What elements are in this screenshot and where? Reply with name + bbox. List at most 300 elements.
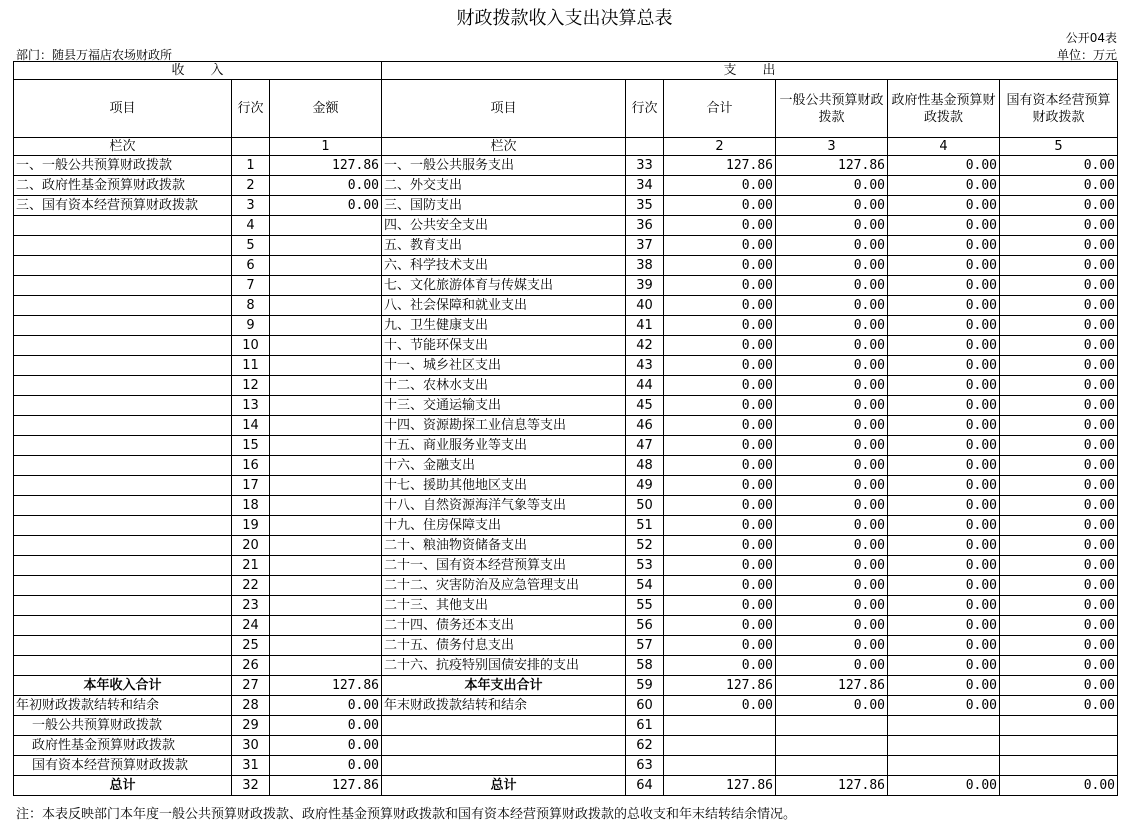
fund-budget-cell: 0.00 <box>888 236 1000 256</box>
state-capital-cell: 0.00 <box>1000 556 1118 576</box>
income-line-cell: 27 <box>232 676 270 696</box>
expense-line-cell: 48 <box>626 456 664 476</box>
expense-item-cell: 二十三、其他支出 <box>382 596 626 616</box>
income-line-cell: 2 <box>232 176 270 196</box>
col-index-label-expense: 栏次 <box>382 138 626 156</box>
income-amount-cell <box>270 456 382 476</box>
expense-total-cell: 0.00 <box>664 576 776 596</box>
general-budget-cell: 0.00 <box>776 476 888 496</box>
income-amount-cell <box>270 296 382 316</box>
income-item-cell <box>14 616 232 636</box>
expense-line-cell: 38 <box>626 256 664 276</box>
expense-line-cell: 59 <box>626 676 664 696</box>
income-amount-cell <box>270 476 382 496</box>
state-capital-cell: 0.00 <box>1000 416 1118 436</box>
state-capital-cell: 0.00 <box>1000 436 1118 456</box>
expense-item-cell: 十五、商业服务业等支出 <box>382 436 626 456</box>
general-budget-cell: 0.00 <box>776 596 888 616</box>
table-row <box>14 416 1118 436</box>
table-row <box>14 516 1118 536</box>
state-capital-cell: 0.00 <box>1000 156 1118 176</box>
fund-budget-cell: 0.00 <box>888 456 1000 476</box>
expense-total-cell: 0.00 <box>664 356 776 376</box>
income-amount-cell <box>270 596 382 616</box>
expense-item-cell: 二十四、债务还本支出 <box>382 616 626 636</box>
table-row <box>14 716 1118 736</box>
income-line-cell: 1 <box>232 156 270 176</box>
fund-budget-cell <box>888 756 1000 776</box>
income-item-cell <box>14 596 232 616</box>
income-line-cell: 5 <box>232 236 270 256</box>
income-line-cell: 6 <box>232 256 270 276</box>
income-amount-cell <box>270 416 382 436</box>
expense-line-cell: 53 <box>626 556 664 576</box>
table-row <box>14 596 1118 616</box>
expense-line-cell: 57 <box>626 636 664 656</box>
expense-item-cell: 十七、援助其他地区支出 <box>382 476 626 496</box>
income-amount-cell <box>270 316 382 336</box>
income-item-cell <box>14 636 232 656</box>
fund-budget-cell: 0.00 <box>888 556 1000 576</box>
fund-budget-cell: 0.00 <box>888 396 1000 416</box>
expense-item-cell: 九、卫生健康支出 <box>382 316 626 336</box>
expense-line-cell: 36 <box>626 216 664 236</box>
income-amount-cell: 127.86 <box>270 676 382 696</box>
expense-total-cell: 0.00 <box>664 416 776 436</box>
expense-item-cell: 十八、自然资源海洋气象等支出 <box>382 496 626 516</box>
fund-budget-cell: 0.00 <box>888 436 1000 456</box>
income-amount-cell <box>270 356 382 376</box>
income-line-cell: 31 <box>232 756 270 776</box>
state-capital-cell: 0.00 <box>1000 276 1118 296</box>
expense-total-cell: 0.00 <box>664 636 776 656</box>
expense-item-cell: 二、外交支出 <box>382 176 626 196</box>
header-fund-budget: 政府性基金预算财政拨款 <box>888 80 1000 138</box>
state-capital-cell: 0.00 <box>1000 576 1118 596</box>
income-item-cell: 国有资本经营预算财政拨款 <box>14 756 232 776</box>
table-row <box>14 196 1118 216</box>
table-row <box>14 676 1118 696</box>
income-amount-cell: 127.86 <box>270 776 382 796</box>
general-budget-cell: 0.00 <box>776 336 888 356</box>
general-budget-cell: 0.00 <box>776 236 888 256</box>
expense-item-cell <box>382 756 626 776</box>
expense-item-cell: 总计 <box>382 776 626 796</box>
income-amount-cell <box>270 256 382 276</box>
expense-item-cell: 十三、交通运输支出 <box>382 396 626 416</box>
income-line-cell: 17 <box>232 476 270 496</box>
income-amount-cell <box>270 336 382 356</box>
state-capital-cell: 0.00 <box>1000 656 1118 676</box>
expense-total-cell: 0.00 <box>664 596 776 616</box>
table-row <box>14 376 1118 396</box>
general-budget-cell: 0.00 <box>776 216 888 236</box>
income-line-cell: 3 <box>232 196 270 216</box>
table-row <box>14 576 1118 596</box>
income-amount-cell <box>270 516 382 536</box>
state-capital-cell <box>1000 716 1118 736</box>
expense-total-cell <box>664 716 776 736</box>
income-amount-cell <box>270 436 382 456</box>
expense-line-cell: 44 <box>626 376 664 396</box>
income-line-cell: 22 <box>232 576 270 596</box>
income-amount-cell <box>270 496 382 516</box>
general-budget-cell: 0.00 <box>776 576 888 596</box>
fund-budget-cell: 0.00 <box>888 156 1000 176</box>
income-amount-cell <box>270 536 382 556</box>
income-item-cell <box>14 576 232 596</box>
general-budget-cell: 127.86 <box>776 776 888 796</box>
fund-budget-cell: 0.00 <box>888 696 1000 716</box>
general-budget-cell: 0.00 <box>776 556 888 576</box>
department-label: 部门：随县万福店农场财政所 <box>16 48 173 62</box>
income-item-cell <box>14 296 232 316</box>
table-row <box>14 696 1118 716</box>
table-row <box>14 296 1118 316</box>
state-capital-cell: 0.00 <box>1000 376 1118 396</box>
expense-item-cell: 五、教育支出 <box>382 236 626 256</box>
income-line-cell: 30 <box>232 736 270 756</box>
state-capital-cell: 0.00 <box>1000 496 1118 516</box>
income-amount-cell: 0.00 <box>270 696 382 716</box>
expense-total-cell: 127.86 <box>664 776 776 796</box>
income-item-cell: 总计 <box>14 776 232 796</box>
expense-line-cell: 60 <box>626 696 664 716</box>
income-line-cell: 23 <box>232 596 270 616</box>
income-item-cell <box>14 536 232 556</box>
income-line-cell: 29 <box>232 716 270 736</box>
fund-budget-cell: 0.00 <box>888 656 1000 676</box>
expense-total-cell: 0.00 <box>664 396 776 416</box>
income-line-cell: 13 <box>232 396 270 416</box>
income-amount-cell <box>270 576 382 596</box>
header-state-capital-budget: 国有资本经营预算财政拨款 <box>1000 80 1118 138</box>
income-item-cell: 一、一般公共预算财政拨款 <box>14 156 232 176</box>
expense-total-cell: 0.00 <box>664 176 776 196</box>
fund-budget-cell: 0.00 <box>888 256 1000 276</box>
income-item-cell: 三、国有资本经营预算财政拨款 <box>14 196 232 216</box>
expense-item-cell: 十、节能环保支出 <box>382 336 626 356</box>
income-section-header: 收 入 <box>14 62 382 80</box>
state-capital-cell: 0.00 <box>1000 356 1118 376</box>
general-budget-cell: 0.00 <box>776 456 888 476</box>
header-general-budget: 一般公共预算财政拨款 <box>776 80 888 138</box>
income-amount-cell: 0.00 <box>270 736 382 756</box>
expense-total-cell <box>664 736 776 756</box>
col-index-2: 2 <box>664 138 776 156</box>
fund-budget-cell <box>888 736 1000 756</box>
income-line-cell: 18 <box>232 496 270 516</box>
state-capital-cell: 0.00 <box>1000 256 1118 276</box>
expense-line-cell: 56 <box>626 616 664 636</box>
state-capital-cell: 0.00 <box>1000 676 1118 696</box>
table-row <box>14 656 1118 676</box>
state-capital-cell: 0.00 <box>1000 456 1118 476</box>
expense-total-cell: 0.00 <box>664 336 776 356</box>
state-capital-cell: 0.00 <box>1000 396 1118 416</box>
expense-item-cell: 本年支出合计 <box>382 676 626 696</box>
col-index-5: 5 <box>1000 138 1118 156</box>
fund-budget-cell <box>888 716 1000 736</box>
table-row <box>14 476 1118 496</box>
state-capital-cell: 0.00 <box>1000 336 1118 356</box>
fund-budget-cell: 0.00 <box>888 216 1000 236</box>
table-row <box>14 756 1118 776</box>
table-row <box>14 256 1118 276</box>
income-line-cell: 7 <box>232 276 270 296</box>
expense-line-cell: 37 <box>626 236 664 256</box>
fund-budget-cell: 0.00 <box>888 196 1000 216</box>
income-line-cell: 12 <box>232 376 270 396</box>
expense-total-cell: 0.00 <box>664 436 776 456</box>
table-row <box>14 616 1118 636</box>
income-line-cell: 4 <box>232 216 270 236</box>
expense-line-cell: 41 <box>626 316 664 336</box>
expense-line-cell: 43 <box>626 356 664 376</box>
expense-item-cell: 年末财政拨款结转和结余 <box>382 696 626 716</box>
income-line-cell: 11 <box>232 356 270 376</box>
income-amount-cell: 0.00 <box>270 716 382 736</box>
general-budget-cell: 127.86 <box>776 156 888 176</box>
income-line-cell: 32 <box>232 776 270 796</box>
income-item-cell <box>14 496 232 516</box>
income-item-cell <box>14 336 232 356</box>
form-number: 公开04表 <box>1065 31 1117 45</box>
fund-budget-cell: 0.00 <box>888 476 1000 496</box>
expense-total-cell: 0.00 <box>664 216 776 236</box>
income-amount-cell <box>270 216 382 236</box>
income-item-cell: 政府性基金预算财政拨款 <box>14 736 232 756</box>
fund-budget-cell: 0.00 <box>888 576 1000 596</box>
col-index-3: 3 <box>776 138 888 156</box>
expense-item-cell: 四、公共安全支出 <box>382 216 626 236</box>
income-item-cell <box>14 376 232 396</box>
state-capital-cell: 0.00 <box>1000 236 1118 256</box>
expense-item-cell: 二十二、灾害防治及应急管理支出 <box>382 576 626 596</box>
expense-item-cell: 十一、城乡社区支出 <box>382 356 626 376</box>
header-expense-total: 合计 <box>664 80 776 138</box>
general-budget-cell: 0.00 <box>776 636 888 656</box>
expense-item-cell: 七、文化旅游体育与传媒支出 <box>382 276 626 296</box>
table-row <box>14 156 1118 176</box>
footnote: 注：本表反映部门本年度一般公共预算财政拨款、政府性基金预算财政拨款和国有资本经营预算财政拨款的总收支和年末结转结余情况。 <box>16 807 797 822</box>
expense-item-cell: 二十一、国有资本经营预算支出 <box>382 556 626 576</box>
general-budget-cell <box>776 716 888 736</box>
general-budget-cell: 0.00 <box>776 396 888 416</box>
fund-budget-cell: 0.00 <box>888 356 1000 376</box>
general-budget-cell: 0.00 <box>776 376 888 396</box>
income-item-cell <box>14 236 232 256</box>
expense-line-cell: 47 <box>626 436 664 456</box>
expense-line-cell: 45 <box>626 396 664 416</box>
income-amount-cell <box>270 236 382 256</box>
table-row <box>14 216 1118 236</box>
col-index-empty <box>232 138 270 156</box>
state-capital-cell: 0.00 <box>1000 296 1118 316</box>
header-income-amount: 金额 <box>270 80 382 138</box>
budget-table <box>13 61 1118 796</box>
fund-budget-cell: 0.00 <box>888 536 1000 556</box>
expense-item-cell <box>382 716 626 736</box>
income-line-cell: 8 <box>232 296 270 316</box>
state-capital-cell: 0.00 <box>1000 196 1118 216</box>
table-row <box>14 496 1118 516</box>
income-item-cell <box>14 436 232 456</box>
expense-line-cell: 33 <box>626 156 664 176</box>
table-row <box>14 436 1118 456</box>
expense-line-cell: 46 <box>626 416 664 436</box>
expense-total-cell: 0.00 <box>664 696 776 716</box>
income-item-cell <box>14 456 232 476</box>
fund-budget-cell: 0.00 <box>888 296 1000 316</box>
expense-line-cell: 42 <box>626 336 664 356</box>
general-budget-cell: 0.00 <box>776 296 888 316</box>
expense-total-cell: 0.00 <box>664 296 776 316</box>
state-capital-cell: 0.00 <box>1000 516 1118 536</box>
header-income-line: 行次 <box>232 80 270 138</box>
income-item-cell <box>14 416 232 436</box>
expense-item-cell: 六、科学技术支出 <box>382 256 626 276</box>
income-item-cell <box>14 396 232 416</box>
general-budget-cell: 0.00 <box>776 496 888 516</box>
expense-line-cell: 40 <box>626 296 664 316</box>
income-line-cell: 25 <box>232 636 270 656</box>
state-capital-cell: 0.00 <box>1000 776 1118 796</box>
expense-line-cell: 49 <box>626 476 664 496</box>
col-index-empty <box>626 138 664 156</box>
income-line-cell: 26 <box>232 656 270 676</box>
fund-budget-cell: 0.00 <box>888 516 1000 536</box>
table-row <box>14 276 1118 296</box>
expense-total-cell: 0.00 <box>664 456 776 476</box>
header-expense-line: 行次 <box>626 80 664 138</box>
header-income-item: 项目 <box>14 80 232 138</box>
table-row <box>14 176 1118 196</box>
income-amount-cell <box>270 376 382 396</box>
income-amount-cell <box>270 656 382 676</box>
expense-item-cell: 一、一般公共服务支出 <box>382 156 626 176</box>
expense-section-header: 支 出 <box>382 62 1118 80</box>
expense-total-cell: 0.00 <box>664 476 776 496</box>
general-budget-cell: 0.00 <box>776 536 888 556</box>
state-capital-cell: 0.00 <box>1000 476 1118 496</box>
state-capital-cell <box>1000 756 1118 776</box>
table-row <box>14 356 1118 376</box>
state-capital-cell: 0.00 <box>1000 636 1118 656</box>
expense-total-cell: 127.86 <box>664 156 776 176</box>
expense-total-cell: 0.00 <box>664 516 776 536</box>
expense-total-cell: 0.00 <box>664 376 776 396</box>
expense-total-cell: 0.00 <box>664 556 776 576</box>
expense-item-cell: 二十六、抗疫特别国债安排的支出 <box>382 656 626 676</box>
expense-total-cell: 0.00 <box>664 236 776 256</box>
col-index-label: 栏次 <box>14 138 232 156</box>
fund-budget-cell: 0.00 <box>888 676 1000 696</box>
income-amount-cell <box>270 616 382 636</box>
fund-budget-cell: 0.00 <box>888 376 1000 396</box>
income-line-cell: 19 <box>232 516 270 536</box>
income-item-cell: 一般公共预算财政拨款 <box>14 716 232 736</box>
fund-budget-cell: 0.00 <box>888 776 1000 796</box>
expense-line-cell: 64 <box>626 776 664 796</box>
col-index-4: 4 <box>888 138 1000 156</box>
income-amount-cell: 0.00 <box>270 196 382 216</box>
income-item-cell <box>14 256 232 276</box>
expense-item-cell: 十九、住房保障支出 <box>382 516 626 536</box>
state-capital-cell: 0.00 <box>1000 596 1118 616</box>
income-amount-cell <box>270 556 382 576</box>
expense-total-cell: 0.00 <box>664 536 776 556</box>
general-budget-cell: 0.00 <box>776 656 888 676</box>
expense-line-cell: 58 <box>626 656 664 676</box>
income-amount-cell: 0.00 <box>270 756 382 776</box>
table-row <box>14 456 1118 476</box>
expense-line-cell: 61 <box>626 716 664 736</box>
state-capital-cell: 0.00 <box>1000 316 1118 336</box>
fund-budget-cell: 0.00 <box>888 276 1000 296</box>
state-capital-cell: 0.00 <box>1000 696 1118 716</box>
expense-line-cell: 35 <box>626 196 664 216</box>
income-line-cell: 24 <box>232 616 270 636</box>
state-capital-cell: 0.00 <box>1000 216 1118 236</box>
expense-total-cell: 0.00 <box>664 276 776 296</box>
general-budget-cell: 0.00 <box>776 436 888 456</box>
state-capital-cell: 0.00 <box>1000 536 1118 556</box>
expense-item-cell: 十四、资源勘探工业信息等支出 <box>382 416 626 436</box>
income-line-cell: 9 <box>232 316 270 336</box>
income-item-cell <box>14 276 232 296</box>
expense-total-cell: 0.00 <box>664 256 776 276</box>
general-budget-cell: 0.00 <box>776 696 888 716</box>
expense-total-cell: 0.00 <box>664 656 776 676</box>
general-budget-cell: 0.00 <box>776 616 888 636</box>
expense-total-cell: 0.00 <box>664 616 776 636</box>
general-budget-cell: 127.86 <box>776 676 888 696</box>
table-row <box>14 336 1118 356</box>
income-line-cell: 28 <box>232 696 270 716</box>
expense-item-cell <box>382 736 626 756</box>
table-row <box>14 536 1118 556</box>
general-budget-cell: 0.00 <box>776 516 888 536</box>
income-line-cell: 20 <box>232 536 270 556</box>
income-line-cell: 16 <box>232 456 270 476</box>
general-budget-cell: 0.00 <box>776 356 888 376</box>
income-item-cell: 二、政府性基金预算财政拨款 <box>14 176 232 196</box>
table-row <box>14 236 1118 256</box>
expense-item-cell: 二十五、债务付息支出 <box>382 636 626 656</box>
income-item-cell <box>14 316 232 336</box>
expense-line-cell: 63 <box>626 756 664 776</box>
general-budget-cell: 0.00 <box>776 176 888 196</box>
general-budget-cell: 0.00 <box>776 196 888 216</box>
expense-line-cell: 39 <box>626 276 664 296</box>
income-item-cell: 本年收入合计 <box>14 676 232 696</box>
table-row <box>14 556 1118 576</box>
income-line-cell: 15 <box>232 436 270 456</box>
expense-item-cell: 十二、农林水支出 <box>382 376 626 396</box>
header-expense-item: 项目 <box>382 80 626 138</box>
page-title: 财政拨款收入支出决算总表 <box>456 8 673 29</box>
expense-item-cell: 二十、粮油物资储备支出 <box>382 536 626 556</box>
expense-total-cell: 0.00 <box>664 196 776 216</box>
expense-item-cell: 十六、金融支出 <box>382 456 626 476</box>
fund-budget-cell: 0.00 <box>888 416 1000 436</box>
expense-total-cell: 127.86 <box>664 676 776 696</box>
income-line-cell: 21 <box>232 556 270 576</box>
income-item-cell <box>14 516 232 536</box>
state-capital-cell: 0.00 <box>1000 616 1118 636</box>
expense-line-cell: 62 <box>626 736 664 756</box>
